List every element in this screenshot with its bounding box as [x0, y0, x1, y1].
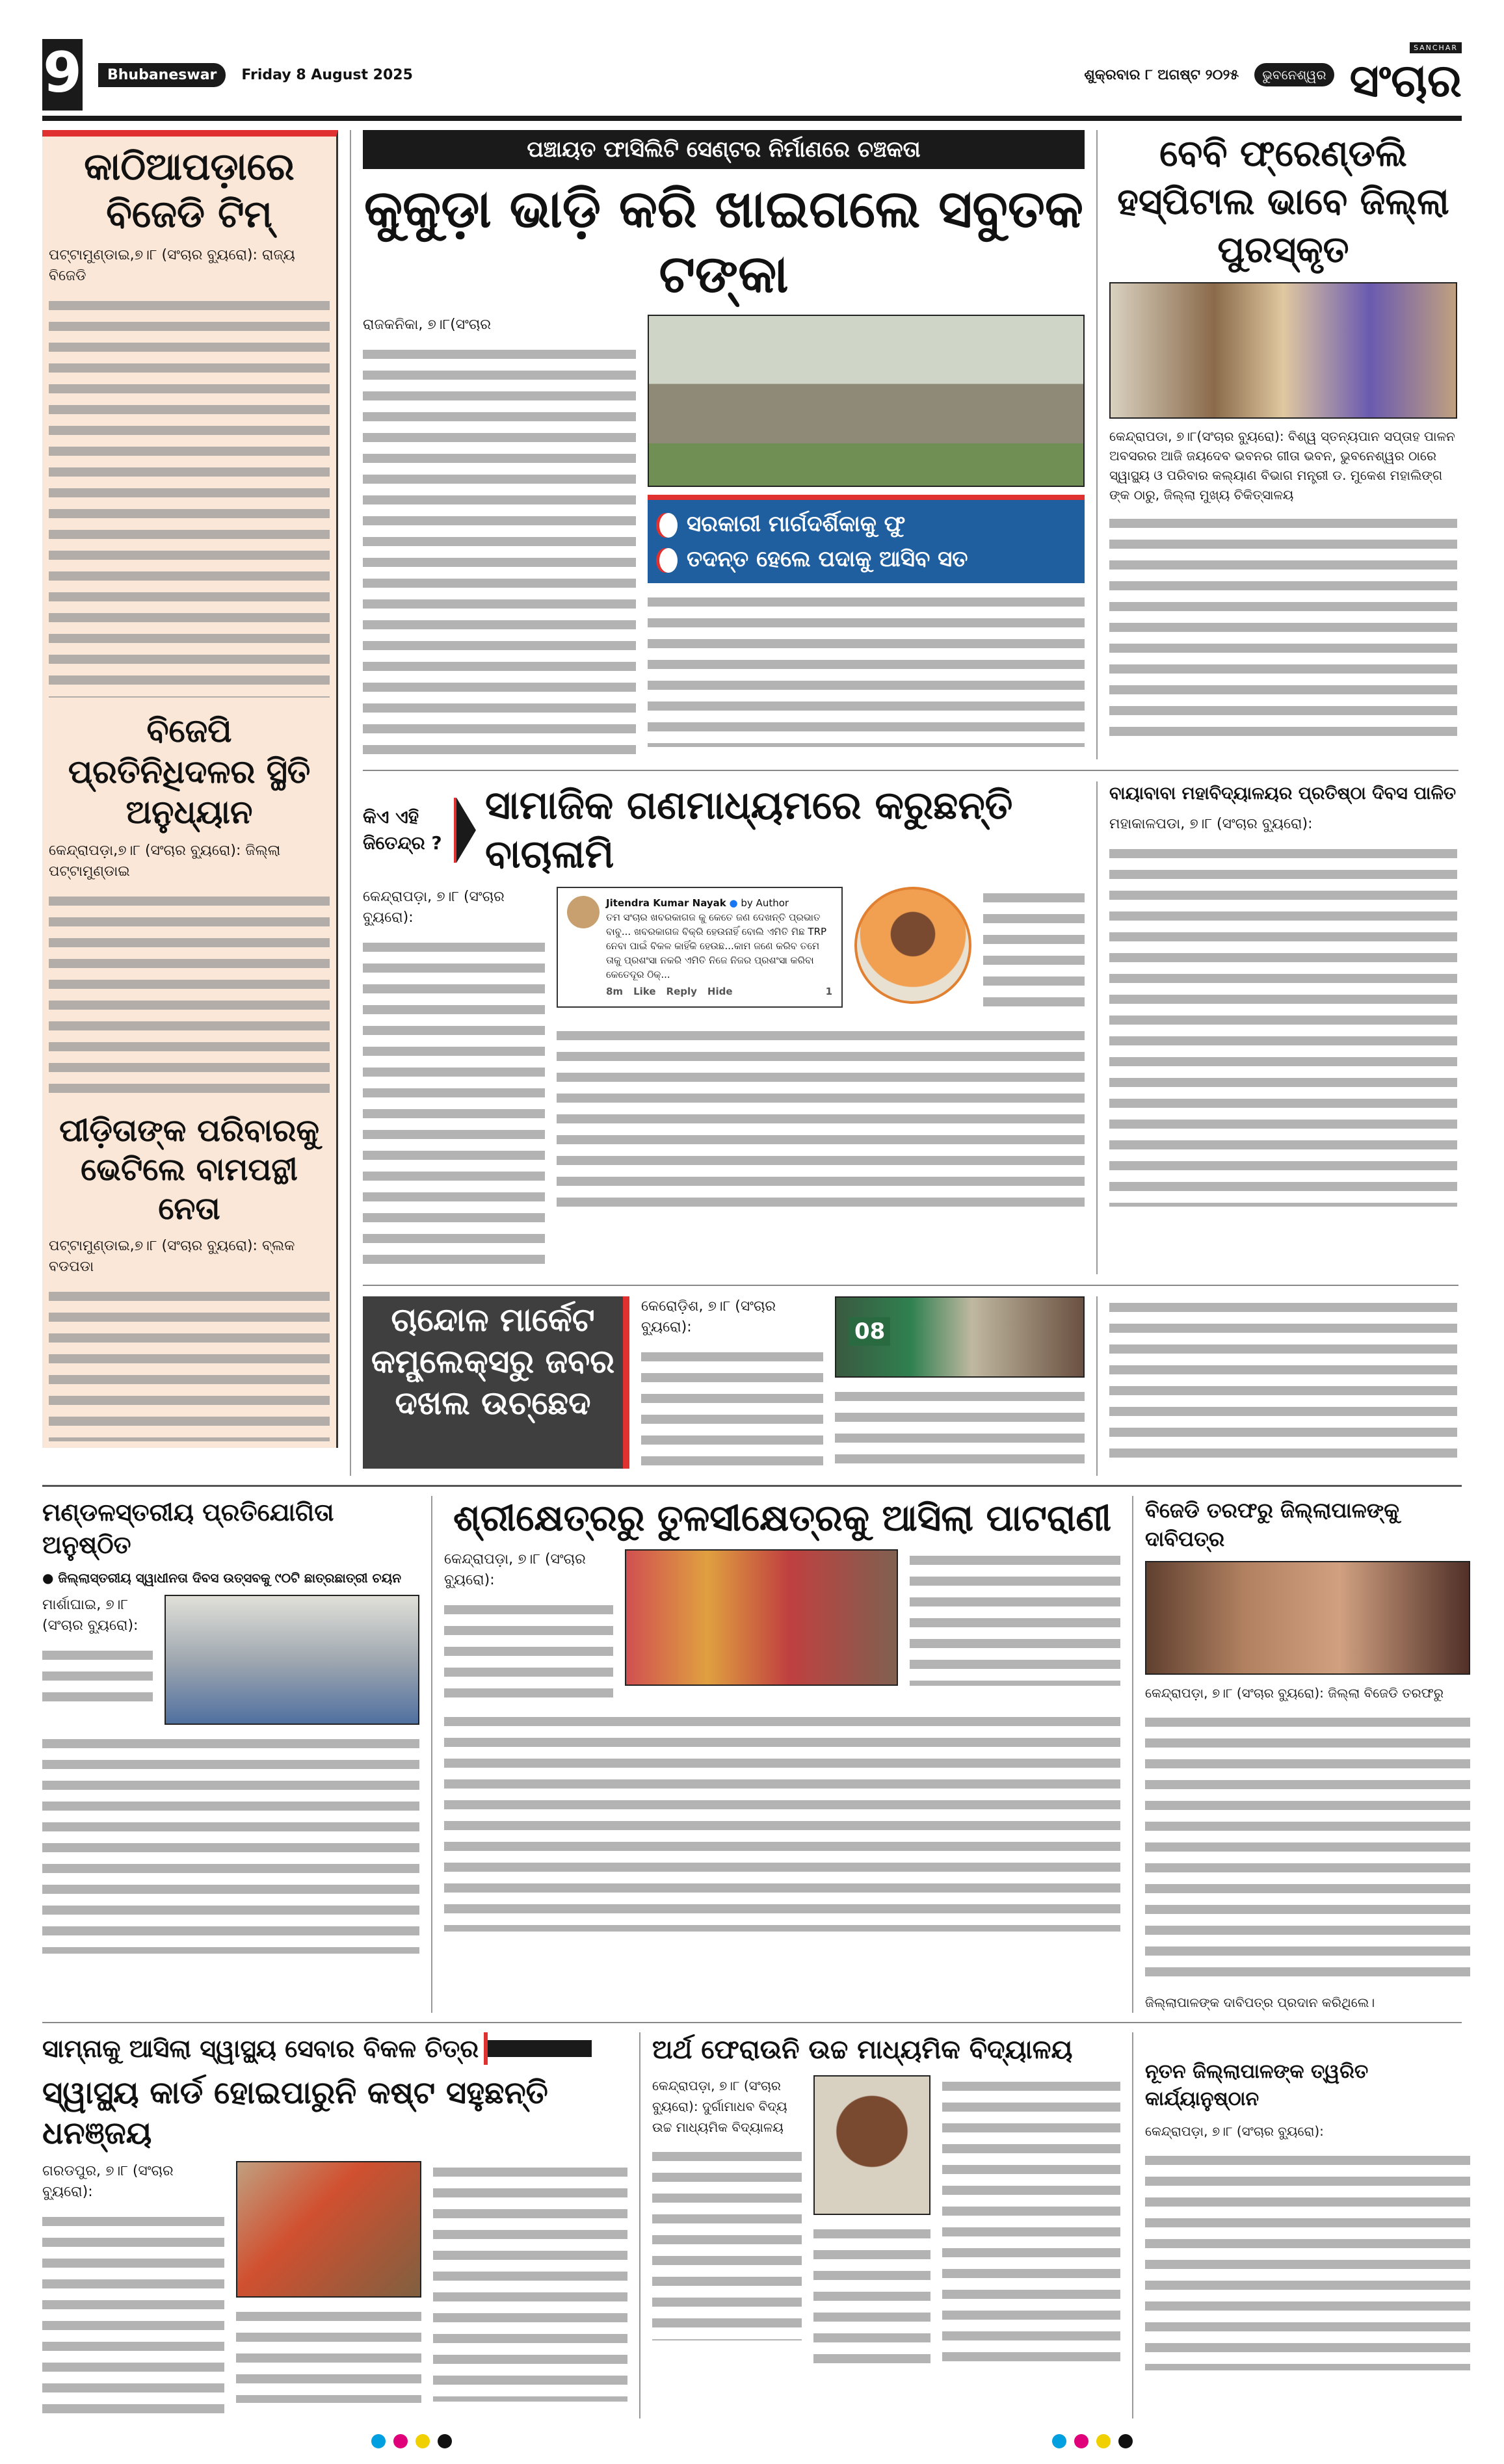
kicker-banner: ପଞ୍ଚାୟତ ଫାସିଲିଟି ସେଣ୍ଟର ନିର୍ମାଣରେ ଚଞ୍ଚକତା [363, 130, 1085, 169]
article-body-side [983, 887, 1085, 1017]
article-lead: ପଟ୍ଟାମୁଣ୍ଡାଇ,୭।୮ (ସଂଚାର ବ୍ୟୁରୋ): ବ୍ଲକ ବଡପଡା [49, 1237, 295, 1275]
article-lead: କେନ୍ଦ୍ରାପଡ଼ା, ୭।୮ (ସଂଚାର ବ୍ୟୁରୋ): [444, 1551, 586, 1588]
article-body-continued [835, 1385, 1085, 1463]
comment-time: 8m [606, 986, 624, 997]
article-lead: କେନ୍ଦ୍ରାପଡା, ୭।୮(ସଂଚାର ବ୍ୟୁରୋ): ବିଶ୍ୱ ସ୍ତନ୍ୟପାନ ସପ୍ତାହ ପାଳନ ଅବସରର ଆଜି ଜୟଦେବ ଭବନର ଗୀତା ଭବନ, ଭୁବନେଶ୍ୱର ଠାରେ ସ୍ୱାସ୍ଥ୍ୟ ଓ ପରିବାର କଲ୍ୟାଣ ବିଭାଗ ମନ୍ତ୍ରୀ ଡ. ମୁକେଶ ମହାଲିଙ୍ଗ ଙ୍କ ଠାରୁ, ଜିଲ୍ଲା ମୁଖ୍ୟ ଚିକିତ୍ସାଳୟ [1109, 428, 1455, 503]
article-body-continued [942, 2075, 1120, 2368]
column-divider [1132, 1496, 1133, 2013]
article-new-collector [1145, 2032, 1470, 2370]
article-bjp-team [49, 711, 330, 1098]
article-body-continued [236, 2305, 421, 2403]
article-body [1109, 843, 1457, 1207]
article-chicken [363, 130, 1085, 759]
row-a2 [363, 781, 1458, 1274]
headline-new-collector: ନୂତନ ଜିଲ୍ଲାପାଳଙ୍କ ତ୍ୱରିତ କାର୍ଯ୍ୟାନୁଷ୍ଠାନ [1145, 2060, 1369, 2110]
article-school-body [652, 2075, 1120, 2368]
article-school [652, 2032, 1120, 2368]
article-text-column [42, 1595, 153, 1709]
article-body-continued [813, 2223, 930, 2366]
article-body [1145, 1711, 1470, 1984]
column-divider [1096, 1296, 1098, 1476]
article-jitendra [363, 781, 1085, 1274]
headline-social-media: ସାମାଜିକ ଗଣମାଧ୍ୟମରେ କରୁଛନ୍ତି ବାଚାଳାମି [485, 783, 1013, 877]
row-b [42, 1496, 1462, 2013]
main-headline: କୁକୁଡ଼ା ଭାଡ଼ି କରି ଖାଇଗଲେ ସବୁତକ ଟଙ୍କା [363, 179, 1084, 304]
article-body-continued [42, 1733, 419, 1954]
row-divider [363, 770, 1458, 771]
article-text-column [363, 315, 636, 759]
right-part [363, 130, 1458, 1476]
article-bjd-memorandum [1145, 1496, 1470, 2013]
headline-row [363, 781, 1085, 879]
column-divider [1132, 2032, 1133, 2418]
article-media-column [648, 315, 1085, 747]
sanchar-logo: ସଂଚାର [1349, 53, 1462, 107]
row-divider [42, 2022, 1462, 2023]
headline-baby-friendly: ବେବି ଫ୍ରେଣ୍ଡଲି ହସ୍ପିଟାଲ ଭାବେ ଜିଲ୍ଲା ପୁରସ୍କୃତ [1117, 133, 1449, 271]
article-kathiapada [49, 143, 330, 698]
bullet-icon [659, 548, 678, 573]
article-mandal-body [42, 1595, 419, 1725]
article-lead: ରାଜକନିକା, ୭।୮(ସଂଚାର [363, 317, 492, 333]
hide-link[interactable]: Hide [707, 986, 733, 997]
photo-patient [236, 2161, 421, 2298]
article-lead: କେରୋଡ଼ିଶ, ୭।୮ (ସଂଚାର ବ୍ୟୁରୋ): [641, 1298, 776, 1335]
shop-number: 08 [849, 1317, 890, 1346]
top-section [42, 130, 1462, 1476]
headline-mandal: ମଣ୍ଡଳସ୍ତରୀୟ ପ୍ରତିଯୋଗିତା ଅନୁଷ୍ଠିତ [42, 1498, 334, 1559]
article-health-body [42, 2161, 627, 2418]
photo-bjd-meeting [1145, 1561, 1470, 1675]
article-baby-friendly [1109, 130, 1457, 746]
registration-marks [42, 2428, 1462, 2451]
article-lead: କେନ୍ଦ୍ରାପଡ଼ା, ୭।୮ (ସଂଚାର ବ୍ୟୁରୋ): ଦୁର୍ଗାମାଧବ ବିଦ୍ୟ ଉଚ୍ଚ ମାଧ୍ୟମିକ ବିଦ୍ୟାଳୟ [652, 2078, 787, 2135]
article-bayababa-continued [1109, 1296, 1457, 1465]
article-text-column [652, 2075, 802, 2340]
highlight-box [648, 495, 1085, 583]
row-a3 [363, 1296, 1458, 1476]
photo-competition [165, 1595, 419, 1725]
bullet-icon [659, 513, 678, 538]
article-body [363, 343, 636, 759]
article-body [641, 1346, 823, 1476]
headline-chandol: ଚାନ୍ଦୋଳ ମାର୍କେଟ କମ୍ପ୍ଲେକ୍ସରୁ ଜବର ଦଖଲ ଉଚ୍ଛେଦ [363, 1296, 629, 1469]
article-media-column [557, 887, 1085, 1213]
headline: ବିଜେପି ପ୍ରତିନିଧିଦଳର ସ୍ଥିତି ଅନୁଧ୍ୟାନ [68, 712, 311, 831]
article-body [42, 1644, 153, 1709]
article-body-continued [557, 1025, 1085, 1213]
kicker-question: କିଏ ଏହି ଜିତେନ୍ଦ୍ର ? [363, 806, 442, 854]
column-divider [1096, 130, 1098, 759]
article-lead: ପଟ୍ଟାମୁଣ୍ଡାଇ,୭।୮ (ସଂଚାର ବ୍ୟୁରୋ): ରାଜ୍ୟ ବିଜେଡି [49, 247, 295, 284]
subheadline: ● ଜିଲ୍ଲାସ୍ତରୀୟ ସ୍ୱାଧୀନତା ଦିବସ ଉତ୍ସବକୁ ୯୦ଟି ଛାତ୍ରଛାତ୍ରୀ ଚୟନ [42, 1570, 402, 1586]
logo-en: SANCHAR [1410, 42, 1462, 53]
photo-facility-centre [648, 315, 1085, 487]
article-media-column [813, 2075, 930, 2366]
row-a1 [363, 130, 1458, 759]
page-number: 9 [42, 39, 83, 111]
photo-eviction [835, 1296, 1085, 1378]
photo-procession [625, 1549, 898, 1686]
highlight-point: ସରକାରୀ ମାର୍ଗଦର୍ଶିକାକୁ ଫୁ [687, 511, 906, 537]
like-count: 1 [825, 986, 832, 997]
article-text-column [444, 1549, 613, 1703]
headline-health-card: ସ୍ୱାସ୍ଥ୍ୟ କାର୍ଡ ହୋଇପାରୁନି କଷ୍ଟ ସହୁଛନ୍ତି ଧନଞ୍ଜୟ [42, 2075, 548, 2151]
article-lead: ମହାକାଳପଡା, ୭।୮ (ସଂଚାର ବ୍ୟୁରୋ): [1109, 816, 1313, 832]
article-lead: ମାର୍ଶାଘାଇ, ୭।୮ (ସଂଚାର ବ୍ୟୁରୋ): [42, 1597, 139, 1634]
headline-patarani: ଶ୍ରୀକ୍ଷେତ୍ରରୁ ତୁଳସୀକ୍ଷେତ୍ରକୁ ଆସିଲା ପାଟରାଣୀ [453, 1497, 1112, 1540]
article-body-side [910, 1549, 1120, 1686]
article-body [1109, 512, 1457, 746]
edition-odia: ଭୁବନେଶ୍ୱର [1254, 63, 1334, 86]
kicker-row [42, 2032, 627, 2065]
comment-text: ତମ ସଂଚାର ଖବରକାଗଜ କୁ କେତେ ଜଣ ଦେଖନ୍ତି ପ୍ରଭାତ ବାବୁ... ଖବରକାଗଜ ବିକ୍ରି ହେଉନାହିଁ ବୋଲି ଏମିତି ମିଛ TRP ନେବା ପାଇଁ ବିକଳ କାହିଁକି ହେଉଛ...କାମ ଜଣେ କରିବ ତମେ ତାକୁ ପ୍ରଶଂସା ନକରି ଏମିତି ନିଜେ ନିଜର ପ୍ରଶଂସା କରିବା କେତେଦୂର ଠିକ୍... [606, 911, 827, 980]
black-bar [488, 2040, 592, 2057]
article-lead: କେନ୍ଦ୍ରାପଡ଼ା, ୭।୮ (ସଂଚାର ବ୍ୟୁରୋ): [363, 889, 505, 926]
facebook-comment [557, 887, 843, 1008]
article-patarani-body [444, 1549, 1120, 1703]
article-text-column [641, 1296, 823, 1476]
kicker-health: ସାମ୍ନାକୁ ଆସିଲା ସ୍ୱାସ୍ଥ୍ୟ ସେବାର ବିକଳ ଚିତ୍ର [42, 2034, 479, 2063]
post-row [557, 887, 1085, 1017]
reply-link[interactable]: Reply [666, 986, 697, 997]
photo-award [1109, 282, 1457, 419]
like-link[interactable]: Like [633, 986, 656, 997]
article-text-column [42, 2161, 224, 2418]
article-body [49, 295, 330, 698]
article-health-card [42, 2032, 627, 2418]
article-lead: କେନ୍ଦ୍ରାପଡ଼ା, ୭।୮ (ସଂଚାର ବ୍ୟୁରୋ): [1145, 2123, 1324, 2139]
headline-bayababa: ବାୟାବାବା ମହାବିଦ୍ୟାଳୟର ପ୍ରତିଷ୍ଠା ଦିବସ ପାଳିତ [1109, 783, 1457, 804]
article-tail: ଜିଲ୍ଲାପାଳଙ୍କ ଦାବିପତ୍ର ପ୍ରଦାନ କରିଥିଲେ। [1145, 1995, 1375, 2010]
column-divider [1096, 781, 1098, 1274]
column-divider [431, 1496, 432, 2013]
highlight-point: ତଦନ୍ତ ହେଲେ ପଦାକୁ ଆସିବ ସତ [687, 546, 968, 572]
edition-label: Bhubaneswar [98, 63, 226, 87]
headline: ପୀଡ଼ିତାଙ୍କ ପରିବାରକୁ ଭେଟିଲେ ବାମପନ୍ଥୀ ନେତା [59, 1112, 319, 1227]
headline-school: ଅର୍ଥ ଫେରାଉନି ଉଚ୍ଚ ମାଧ୍ୟମିକ ବିଦ୍ୟାଳୟ [652, 2035, 1073, 2065]
article-body [1145, 2149, 1470, 2370]
article-lead: କେନ୍ଦ୍ରାପଡ଼ା, ୭।୮ (ସଂଚାର ବ୍ୟୁରୋ): ଜିଲ୍ଲା ବିଜେଡି ତରଫରୁ [1145, 1685, 1444, 1701]
column-divider [350, 130, 351, 1476]
row-divider [363, 1285, 1458, 1286]
like-badge-icon: ● [729, 897, 738, 909]
masthead [42, 39, 1462, 121]
column-divider [639, 2032, 640, 2418]
photo-jitendra [854, 887, 971, 1004]
article-jitendra-body [363, 887, 1085, 1274]
row-c [42, 2032, 1462, 2418]
article-body [652, 2145, 802, 2340]
article-body [444, 1599, 613, 1703]
article-mandal [42, 1496, 419, 1954]
date-odia: ଶୁକ୍ରବାର ୮ ଅଗଷ୍ଟ ୨୦୨୫ [1084, 66, 1239, 83]
article-body [49, 1285, 330, 1441]
comment-author: Jitendra Kumar Nayak [606, 897, 726, 909]
article-patarani [444, 1496, 1120, 1932]
subheadline-text: ଜିଲ୍ଲାସ୍ତରୀୟ ସ୍ୱାଧୀନତା ଦିବସ ଉତ୍ସବକୁ ୯୦ଟି ଛାତ୍ରଛାତ୍ରୀ ଚୟନ [58, 1570, 402, 1586]
article-lead: ଗରଡପୁର, ୭।୮ (ସଂଚାର ବ୍ୟୁରୋ): [42, 2163, 174, 2200]
article-media-column [236, 2161, 421, 2403]
article-chicken-body [363, 315, 1085, 759]
author-badge: by Author [741, 897, 789, 909]
article-text-column [363, 887, 545, 1274]
headline-bjd-memorandum: ବିଜେଡି ତରଫରୁ ଜିଲ୍ଲାପାଳଙ୍କୁ ଦାବିପତ୍ର [1145, 1498, 1399, 1551]
article-media-column [835, 1296, 1085, 1463]
article-body-continued [444, 1710, 1120, 1932]
article-body [49, 890, 330, 1098]
photo-person [813, 2075, 930, 2215]
date-english: Friday 8 August 2025 [241, 66, 413, 83]
article-left-leader [49, 1111, 330, 1441]
article-bayababa [1109, 781, 1457, 1207]
article-lead: କେନ୍ଦ୍ରାପଡ଼ା,୭।୮ (ସଂଚାର ବ୍ୟୁରୋ): ଜିଲ୍ଲା ପଟ୍ଟାମୁଣ୍ଡାଇ [49, 842, 281, 880]
headline: କାଠିଆପଡ଼ାରେ ବିଜେଡି ଟିମ୍ [84, 144, 295, 236]
article-body [42, 2210, 224, 2418]
arrow-icon [456, 798, 476, 863]
article-chandol [363, 1296, 1085, 1476]
row-divider [42, 1485, 1462, 1487]
article-body [363, 936, 545, 1274]
left-column-panel [42, 130, 338, 1448]
article-body-continued [648, 591, 1085, 747]
avatar [567, 896, 600, 928]
